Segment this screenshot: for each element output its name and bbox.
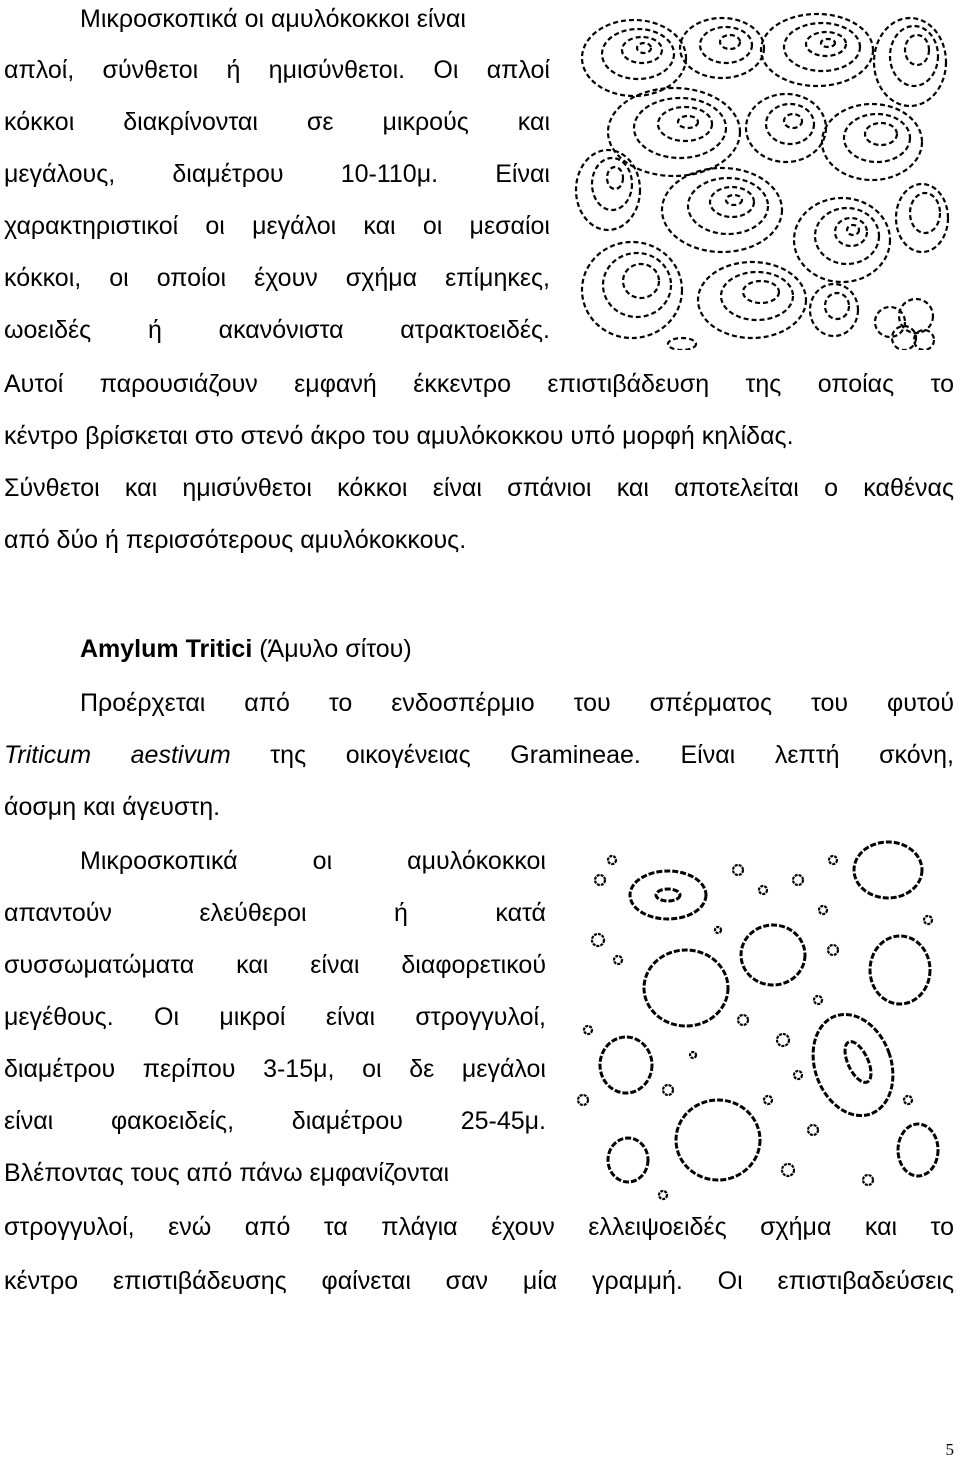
paragraph-line: από δύο ή περισσότερους αμυλόκοκκους. <box>4 526 467 554</box>
section-heading <box>80 632 412 666</box>
paragraph-line: Σύνθετοι και ημισύνθετοι κόκκοι είναι σπάνιοι και αποτελείται ο καθένας <box>4 474 954 502</box>
starch-grain <box>582 20 686 96</box>
compound-starch-grain <box>875 299 934 350</box>
large-starch-grain <box>600 1037 652 1093</box>
starch-grains-figure-2 <box>568 840 948 1210</box>
heading-latin-name: Amylum Tritici <box>80 635 253 663</box>
paragraph-line: απαντούν ελεύθεροι ή κατά <box>4 899 546 927</box>
starch-grain <box>680 18 764 78</box>
starch-grain <box>794 198 890 282</box>
paragraph-line: Μικροσκοπικά οι αμυλόκοκκοι <box>80 847 546 875</box>
paragraph-line: Μικροσκοπικά οι αμυλόκοκκοι είναι <box>80 5 466 33</box>
page-number: 5 <box>945 1440 954 1459</box>
starch-grain <box>582 242 682 338</box>
lenticular-starch-grain <box>800 1003 907 1127</box>
paragraph-line: κόκκοι διακρίνονται σε μικρούς και <box>4 108 550 136</box>
starch-grain <box>608 88 740 176</box>
starch-grain <box>761 14 873 86</box>
species-name: Triticum aestivum <box>4 741 231 769</box>
large-starch-grain <box>630 871 706 919</box>
paragraph-line: κέντρο βρίσκεται στο στενό άκρο του αμυλόκοκκου υπό μορφή κηλίδας. <box>4 422 794 450</box>
paragraph-line: Βλέποντας τους από πάνω εμφανίζονται <box>4 1159 450 1187</box>
small-starch-grains <box>578 856 932 1199</box>
starch-grain <box>874 18 946 106</box>
large-starch-grain <box>644 950 728 1026</box>
starch-grain <box>576 150 640 230</box>
starch-grain <box>746 94 826 162</box>
large-starch-grain <box>608 1138 648 1182</box>
paragraph-line: συσσωματώματα και είναι διαφορετικού <box>4 951 546 979</box>
heading-greek-name: (Άμυλο σίτου) <box>252 635 412 663</box>
starch-grain <box>810 284 858 336</box>
paragraph-text: της οικογένειας Gramineae. Είναι λεπτή σκόνη, <box>270 741 954 769</box>
paragraph-line: Προέρχεται από το ενδοσπέρμιο του σπέρματος του φυτού <box>80 689 954 717</box>
paragraph-line: άοσμη και άγευστη. <box>4 793 221 821</box>
paragraph-line: κέντρο επιστιβάδευσης φαίνεται σαν μία γραμμή. Οι επιστιβαδεύσεις <box>4 1267 954 1295</box>
paragraph-line: μεγέθους. Οι μικροί είναι στρογγυλοί, <box>4 1003 546 1031</box>
paragraph-line: ωοειδές ή ακανόνιστα ατρακτοειδές. <box>4 316 550 344</box>
starch-grain <box>896 184 948 252</box>
large-starch-grain <box>898 1124 938 1176</box>
paragraph-line: χαρακτηριστικοί οι μεγάλοι και οι μεσαίοι <box>4 212 550 240</box>
starch-grain <box>822 104 922 180</box>
large-starch-grain <box>676 1100 760 1180</box>
starch-grains-figure-1 <box>572 10 952 350</box>
starch-grain <box>668 338 696 350</box>
paragraph-line: κόκκοι, οι οποίοι έχουν σχήμα επίμηκες, <box>4 264 550 292</box>
starch-grain <box>698 262 806 338</box>
starch-grain <box>662 168 782 252</box>
large-starch-grain <box>741 925 805 985</box>
paragraph-line <box>4 738 954 772</box>
paragraph-line: είναι φακοειδείς, διαμέτρου 25-45μ. <box>4 1107 546 1135</box>
large-starch-grain <box>870 936 930 1004</box>
paragraph-line: διαμέτρου περίπου 3-15μ, οι δε μεγάλοι <box>4 1055 546 1083</box>
paragraph-line: στρογγυλοί, ενώ από τα πλάγια έχουν ελλειψοειδές σχήμα και το <box>4 1213 954 1241</box>
paragraph-line: Αυτοί παρουσιάζουν εμφανή έκκεντρο επιστιβάδευση της οποίας το <box>4 370 954 398</box>
large-starch-grain <box>854 842 922 898</box>
paragraph-line: μεγάλους, διαμέτρου 10-110μ. Είναι <box>4 160 550 188</box>
paragraph-line: απλοί, σύνθετοι ή ημισύνθετοι. Οι απλοί <box>4 56 550 84</box>
